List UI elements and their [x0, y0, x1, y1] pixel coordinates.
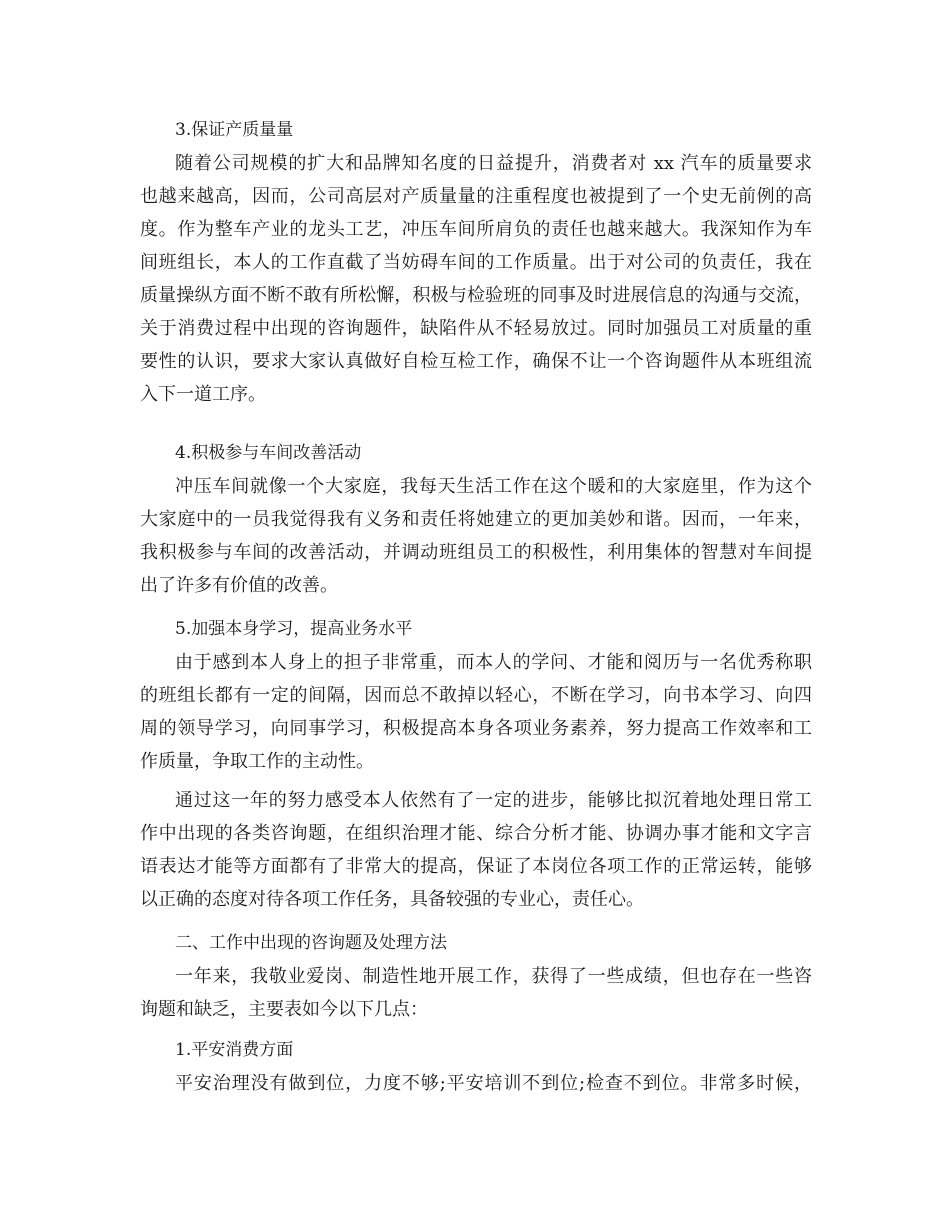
section-heading: 5.加强本身学习，提高业务水平 [175, 619, 413, 639]
text-line: 作中出现的各类咨询题，在组织治理才能、综合分析才能、协调办事才能和文字言 [140, 823, 812, 844]
text-line: 询题和缺乏，主要表如今以下几点： [140, 999, 428, 1020]
text-line: 我积极参与车间的改善活动，并调动班组员工的积极性，利用集体的智慧对车间提 [140, 542, 812, 563]
text-line: 大家庭中的一员我觉得我有义务和责任将她建立的更加美妙和谐。因而，一年来， [140, 509, 812, 530]
text-line: 间班组长，本人的工作直截了当妨碍车间的工作质量。出于对公司的负责任，我在 [140, 252, 812, 273]
text-line: 通过这一年的努力感受本人依然有了一定的进步，能够比拟沉着地处理日常工 [175, 790, 812, 811]
text-line: 出了许多有价值的改善。 [140, 575, 338, 596]
text-line: 周的领导学习，向同事学习，积极提高本身各项业务素养，努力提高工作效率和工 [140, 718, 812, 739]
text-line: 平安治理没有做到位，力度不够;平安培训不到位;检查不到位。非常多时候， [175, 1073, 812, 1094]
text-line: 由于感到本人身上的担子非常重，而本人的学问、才能和阅历与一名优秀称职 [175, 652, 812, 673]
paragraph [140, 147, 812, 411]
text-line: 以正确的态度对待各项工作任务，具备较强的专业心，责任心。 [140, 889, 644, 910]
text-line: 入下一道工序。 [140, 384, 266, 405]
paragraph [140, 646, 812, 778]
paragraph [140, 1067, 812, 1100]
paragraph [140, 784, 812, 916]
section-heading: 4.积极参与车间改善活动 [175, 443, 362, 463]
text-line: 作质量，争取工作的主动性。 [140, 751, 374, 772]
text-line: 度。作为整车产业的龙头工艺，冲压车间所肩负的责任也越来越大。我深知作为车 [140, 219, 812, 240]
text-line: 要性的认识，要求大家认真做好自检互检工作，确保不让一个咨询题件从本班组流 [140, 351, 812, 372]
text-line: 的班组长都有一定的间隔，因而总不敢掉以轻心，不断在学习，向书本学习、向四 [140, 685, 812, 706]
paragraph [140, 960, 812, 1026]
text-line: 也越来越高，因而，公司高层对产质量量的注重程度也被提到了一个史无前例的高 [140, 186, 812, 207]
text-line: 语表达才能等方面都有了非常大的提高，保证了本岗位各项工作的正常运转，能够 [140, 856, 812, 877]
section-heading: 3.保证产质量量 [175, 120, 294, 140]
text-line: 随着公司规模的扩大和品牌知名度的日益提升，消费者对 xx 汽车的质量要求 [175, 153, 812, 174]
paragraph [140, 470, 812, 602]
text-line: 一年来，我敬业爱岗、制造性地开展工作，获得了一些成绩，但也存在一些咨 [175, 966, 812, 987]
text-line: 质量操纵方面不断不敢有所松懈，积极与检验班的同事及时进展信息的沟通与交流， [140, 285, 812, 306]
text-line: 关于消费过程中出现的咨询题件，缺陷件从不轻易放过。同时加强员工对质量的重 [140, 318, 812, 339]
section-heading: 1.平安消费方面 [175, 1040, 294, 1060]
text-line: 冲压车间就像一个大家庭，我每天生活工作在这个暖和的大家庭里，作为这个 [175, 476, 812, 497]
section-heading: 二、工作中出现的咨询题及处理方法 [175, 933, 447, 953]
